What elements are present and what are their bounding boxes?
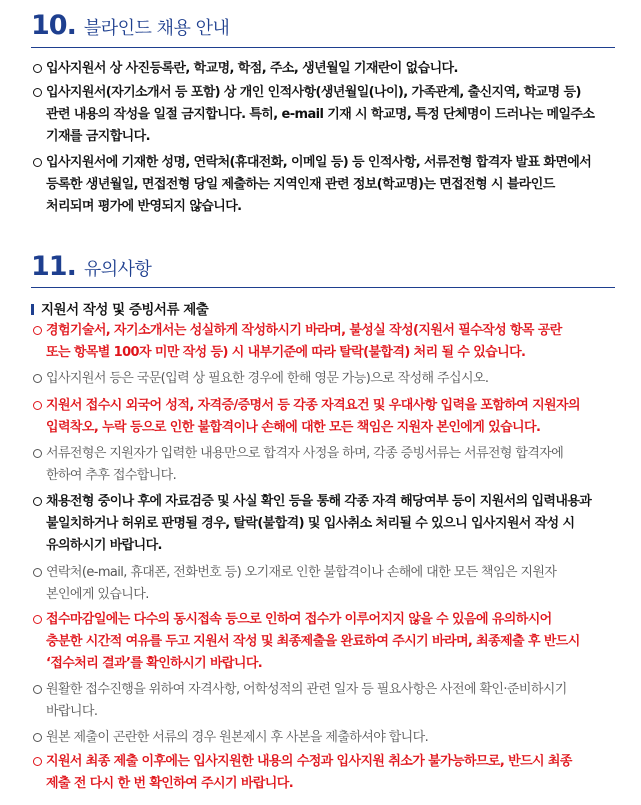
section-11-item: 연락처(e-mail, 휴대폰, 전화번호 등) 오기재로 인한 불합격이나 손해에 대한 모든 책임은 지원자 본인에게 있습니다. <box>33 562 618 606</box>
circle-bullet-icon <box>33 326 42 335</box>
heading-bar-icon <box>31 304 34 315</box>
section-11-item: 경험기술서, 자기소개서는 성실하게 작성하시기 바라며, 불성실 작성(지원서 필수작성 항목 공란 또는 항목별 100자 미만 작성 등) 시 내부기준에 따라 탈락(불합격) 처리 될 수 있습니다. <box>33 320 618 364</box>
section-11-item: 접수마감일에는 다수의 동시접속 등으로 인하여 접수가 이루어지지 않을 수 있음에 유의하시어 충분한 시간적 여유를 두고 지원서 작성 및 최종제출을 완료하여 주시기 바라며, 최종제출 후 반드시 ‘접수처리 결과’를 확인하시기 바랍니다. <box>33 609 618 675</box>
circle-bullet-icon <box>33 757 42 766</box>
circle-bullet-icon <box>33 568 42 577</box>
section-10-title <box>31 10 229 50</box>
circle-bullet-icon <box>33 64 42 73</box>
circle-bullet-icon <box>33 374 42 383</box>
section-11-divider <box>31 287 615 288</box>
section-11-title <box>31 251 151 291</box>
section-11-number: 11. <box>31 251 76 282</box>
section-10-item: 입사지원서(자기소개서 등 포함) 상 개인 인적사항(생년월일(나이), 가족관계, 출신지역, 학교명 등) 관련 내용의 작성을 일절 금지합니다. 특히, e-mail 기재 시 학교명, 특정 단체명이 드러나는 메일주소 기재를 금지합니다. <box>33 82 618 148</box>
section-10-item: 입사지원서에 기재한 성명, 연락처(휴대전화, 이메일 등) 등 인적사항, 서류전형 합격자 발표 화면에서 등록한 생년월일, 면접전형 당일 제출하는 지역인재 관련 정보(학교명)는 면접전형 시 블라인드 처리되며 평가에 반영되지 않습니다. <box>33 152 618 218</box>
section-10-item: 입사지원서 상 사진등록란, 학교명, 학점, 주소, 생년월일 기재란이 없습니다. <box>33 58 618 80</box>
circle-bullet-icon <box>33 88 42 97</box>
section-11-item: 서류전형은 지원자가 입력한 내용만으로 합격자 사정을 하며, 각종 증빙서류는 서류전형 합격자에 한하여 추후 접수합니다. <box>33 443 618 487</box>
section-10-divider <box>31 47 615 48</box>
section-10-number: 10. <box>31 10 76 41</box>
circle-bullet-icon <box>33 449 42 458</box>
section-11-item: 원활한 접수진행을 위하여 자격사항, 어학성적의 관련 일자 등 필요사항은 사전에 확인·준비하시기 바랍니다. <box>33 679 618 723</box>
section-11-item: 채용전형 중이나 후에 자료검증 및 사실 확인 등을 통해 각종 자격 해당여부 등이 지원서의 입력내용과 불일치하거나 허위로 판명될 경우, 탈락(불합격) 및 입사취소 처리될 수 있으니 입사지원서 작성 시 유의하시기 바랍니다. <box>33 491 618 557</box>
circle-bullet-icon <box>33 497 42 506</box>
subsection-heading: 지원서 작성 및 증빙서류 제출 <box>31 298 208 318</box>
circle-bullet-icon <box>33 158 42 167</box>
circle-bullet-icon <box>33 401 42 410</box>
circle-bullet-icon <box>33 685 42 694</box>
section-11-item: 지원서 접수시 외국어 성적, 자격증/증명서 등 각종 자격요건 및 우대사항 입력을 포함하여 지원자의 입력착오, 누락 등으로 인한 불합격이나 손해에 대한 모든 책임은 지원자 본인에게 있습니다. <box>33 395 618 439</box>
circle-bullet-icon <box>33 733 42 742</box>
section-10-heading: 블라인드 채용 안내 <box>83 18 230 39</box>
section-11-heading: 유의사항 <box>83 259 152 280</box>
section-11-item: 지원서 최종 제출 이후에는 입사지원한 내용의 수정과 입사지원 취소가 불가능하므로, 반드시 최종 제출 전 다시 한 번 확인하여 주시기 바랍니다. <box>33 751 618 795</box>
circle-bullet-icon <box>33 615 42 624</box>
section-11-item: 입사지원서 등은 국문(입력 상 필요한 경우에 한해 영문 가능)으로 작성해 주십시오. <box>33 368 618 390</box>
section-11-item: 원본 제출이 곤란한 서류의 경우 원본제시 후 사본을 제출하셔야 합니다. <box>33 727 618 749</box>
